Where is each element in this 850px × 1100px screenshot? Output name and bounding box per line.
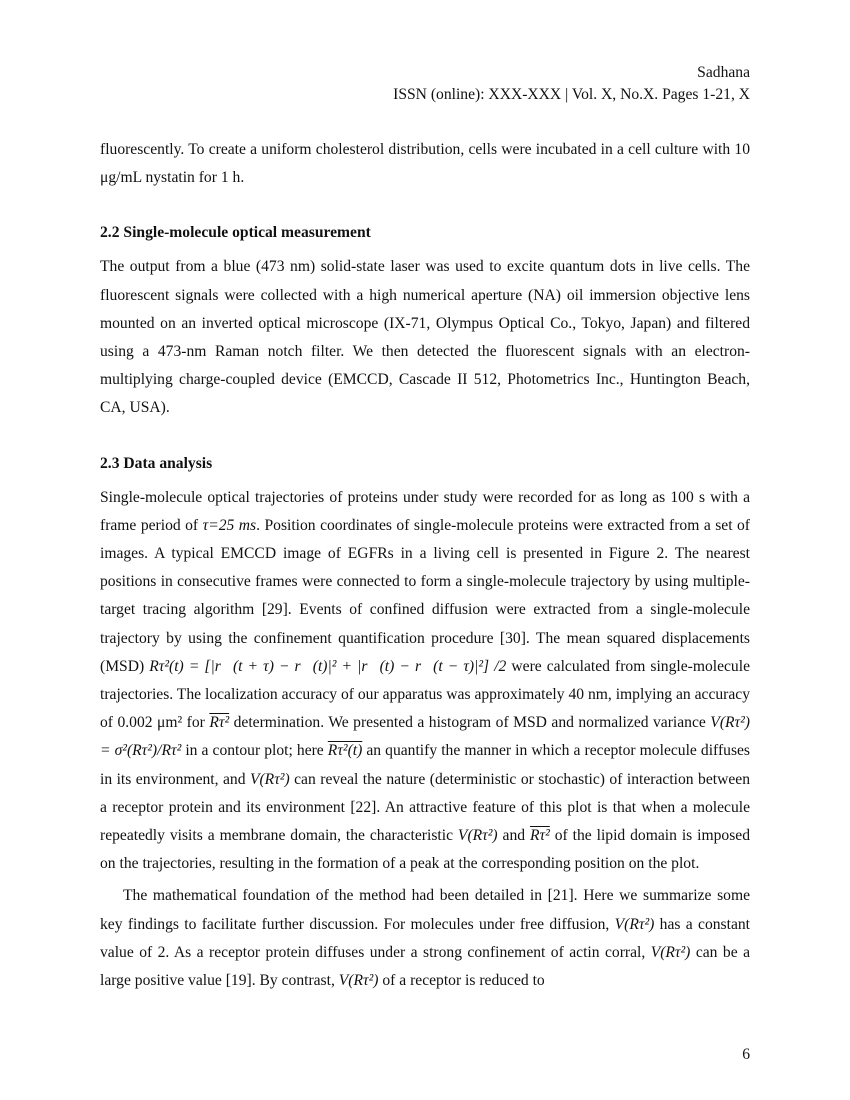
text-run: of a receptor is reduced to xyxy=(378,972,545,990)
text-run: determination. We presented a histogram of MSD and normalized variance xyxy=(229,714,711,732)
section-heading-2-3: 2.3 Data analysis xyxy=(100,454,213,472)
text-run: Single-molecule optical trajectories of proteins under study were recorded for as long as 100 s with a frame period of xyxy=(100,488,750,534)
variance-symbol: V(Rτ²) xyxy=(338,972,379,990)
text-run: an quantify the manner in which a receptor molecule diffuses in its environment, and xyxy=(100,742,750,788)
variance-symbol: V(Rτ²) xyxy=(457,827,498,845)
variance-symbol: V(Rτ²) xyxy=(614,915,655,933)
msd-time-symbol: Rτ²(t) xyxy=(327,742,363,760)
variance-symbol: V(Rτ²) xyxy=(249,770,290,788)
section-2-3-paragraph-1 xyxy=(100,484,750,879)
frame-period: τ=25 ms xyxy=(202,516,257,534)
text-run: The mathematical foundation of the method had been detailed in [21]. Here we summarize some key findings to facilitate further discussion. For molecules under free diffusion, xyxy=(100,887,750,933)
intro-paragraph: fluorescently. To create a uniform cholesterol distribution, cells were incubated in a cell culture with 10 μg/mL nystatin for 1 h. xyxy=(100,141,750,187)
text-run: and xyxy=(497,827,530,845)
text-run: . Position coordinates of single-molecule proteins were extracted from a set of images. A typical EMCCD image of EGFRs in a living cell is presented in Figure 2. The nearest positions in consecutive frames were connected to form a single-molecule trajectory by using multiple-target tracing algorithm [29]. Events of confined diffusion were extracted from a single-molecule trajectory by using the confinement quantification procedure [30]. The mean squared displacements (MSD) xyxy=(100,516,750,675)
msd-symbol: Rτ² xyxy=(209,714,230,732)
section-heading-2-2: 2.2 Single-molecule optical measurement xyxy=(100,224,371,242)
journal-name: Sadhana xyxy=(697,64,750,81)
page-number: 6 xyxy=(742,1046,750,1063)
variance-formula: V(Rτ²) = σ²(Rτ²)/Rτ² xyxy=(100,714,750,760)
text-run: of the lipid domain is imposed on the trajectories, resulting in the formation of a peak at the corresponding position on the plot. xyxy=(100,827,751,873)
section-2-2-body: The output from a blue (473 nm) solid-state laser was used to excite quantum dots in live cells. The fluorescent signals were collected with a high numerical aperture (NA) oil immersion objective lens mounted on an inverted optical microscope (IX-71, Olympus Optical Co., Tokyo, Japan) and filtered using a 473-nm Raman notch filter. We then detected the fluorescent signals with an electron-multiplying charge-coupled device (EMCCD, Cascade II 512, Photometrics Inc., Huntington Beach, CA, USA). xyxy=(100,258,750,417)
page-body xyxy=(100,136,750,995)
text-run: can reveal the nature (deterministic or stochastic) of interaction between a receptor protein and its environment [22]. An attractive feature of this plot is that when a molecule repeatedly visits a membrane domain, the characteristic xyxy=(100,770,750,845)
variance-symbol: V(Rτ²) xyxy=(650,943,691,961)
text-run: has a constant value of 2. As a receptor protein diffuses under a strong confinement of actin corral, xyxy=(100,915,750,961)
section-2-3-paragraph-2 xyxy=(100,882,750,995)
text-run: can be a large positive value [19]. By contrast, xyxy=(100,943,750,990)
text-run: in a contour plot; here xyxy=(181,742,328,760)
msd-formula: Rτ²(t) = [|r⃗(t + τ) − r⃗(t)|² + |r⃗(t) − r⃗(t − τ)|²] /2 xyxy=(149,657,507,675)
text-run: were calculated from single-molecule trajectories. The localization accuracy of our apparatus was approximately 40 nm, implying an accuracy of 0.002 μm² for xyxy=(100,657,750,732)
msd-symbol: Rτ² xyxy=(530,827,550,845)
running-header xyxy=(393,62,750,106)
issn-line: ISSN (online): XXX-XXX | Vol. X, No.X. Pages 1-21, X xyxy=(393,86,750,103)
